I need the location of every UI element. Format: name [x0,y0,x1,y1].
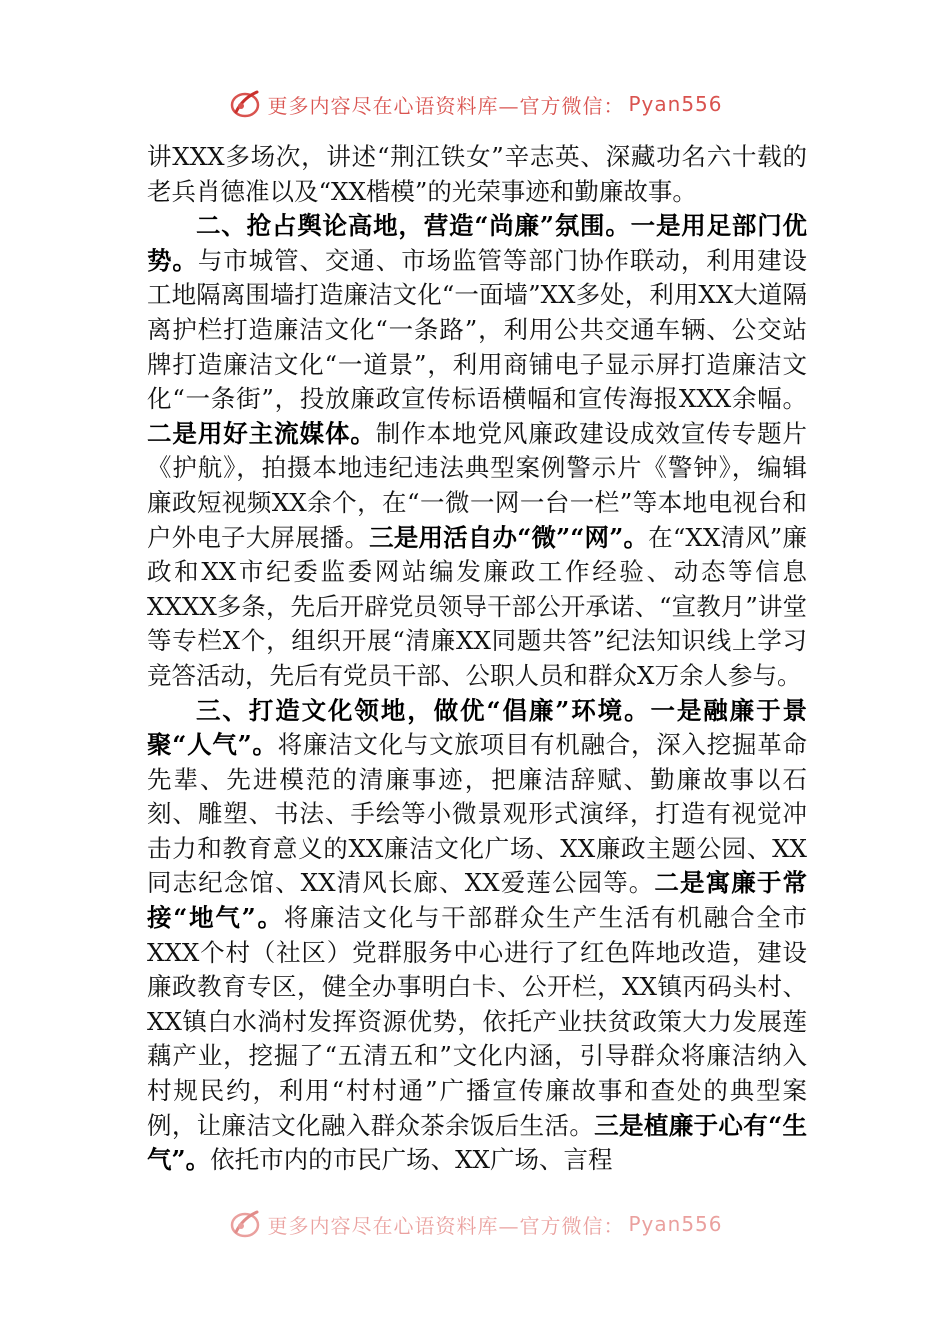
paragraph-section-three [147,694,807,1178]
watermark-text: 更多内容尽在心语资料库—官方微信： [267,93,625,118]
text-run: 与市城管、交通、市场监管等部门协作联动，利用建设工地隔离围墙打造廉洁文化“一面墙”XX多处，利用XX大道隔离护栏打造廉洁文化“一条路”，利用公共交通车辆、公交站牌打造廉洁文化“一道景”，利用商铺电子显示屏打造廉洁文化“一条街”，投放廉政宣传标语横幅和宣传海报XXX余幅。 [147,245,808,414]
header-watermark [0,84,950,124]
text-run: 讲XXX多场次，讲述“荆江铁女”辛志英、深藏功名六十载的老兵肖德准以及“XX楷模”的光荣事迹和勤廉故事。 [147,142,807,206]
bold-heading-run: 三是植廉于心有“生气”。 [147,1110,808,1175]
text-run: 在“XX清风”廉政和XX市纪委监委网站编发廉政工作经验、动态等信息XXXX多条，先后开辟党员领导干部公开承诺、“宣教月”讲堂等专栏X个，组织开展“清廉XX同题共答”纪法知识线上学习竞答活动，先后有党员干部、公职人员和群众X万余人参与。 [147,522,808,690]
text-run: 制作本地党风廉政建设成效宣传专题片《护航》，拍摄本地违纪违法典型案例警示片《警钟》，编辑廉政短视频XX余个，在“一微一网一台一栏”等本地电视台和户外电子大屏展播。 [147,418,807,552]
watermark-brand: Pyan556 [628,92,723,116]
paragraph-continuation [147,140,807,209]
bold-heading-run: 二是用好主流媒体。 [147,418,376,448]
footer-watermark [0,1204,950,1244]
watermark-brand: Pyan556 [628,1212,723,1236]
bold-heading-run: 三是用活自办“微”“网”。 [369,522,649,552]
document-body [147,140,807,1178]
bold-heading-run: 三、打造文化领地，做优“倡廉”环境。一是融廉于景聚“人气”。 [147,695,807,760]
brush-logo-icon [227,1206,263,1242]
text-run: 将廉洁文化与文旅项目有机融合，深入挖掘革命先辈、先进模范的清廉事迹，把廉洁辞赋、勤廉故事以石刻、雕塑、书法、手绘等小微景观形式演绎，打造有视觉冲击力和教育意义的XX廉洁文化广场、XX廉政主题公园、XX同志纪念馆、XX清风长廊、XX爱莲公园等。 [147,730,808,898]
bold-heading-run: 二、抢占舆论高地，营造“尚廉”氛围。一是用足部门优势。 [147,211,807,275]
paragraph-section-two [147,209,807,693]
text-run: 将廉洁文化与干部群众生产生活有机融合全市XXX个村（社区）党群服务中心进行了红色阵地改造，建设廉政教育专区，健全办事明白卡、公开栏，XX镇丙码头村、XX镇白水淌村发挥资源优势，依托产业扶贫政策大力发展莲藕产业，挖掘了“五清五和”文化内涵，引导群众将廉洁纳入村规民约，利用“村村通”广播宣传廉故事和查处的典型案例，让廉洁文化融入群众茶余饭后生活。 [147,903,807,1140]
watermark-text: 更多内容尽在心语资料库—官方微信： [267,1213,625,1238]
bold-heading-run: 二是寓廉于常接“地气”。 [147,868,807,933]
brush-logo-icon [227,86,263,122]
text-run: 依托市内的市民广场、XX广场、言程 [210,1145,613,1175]
